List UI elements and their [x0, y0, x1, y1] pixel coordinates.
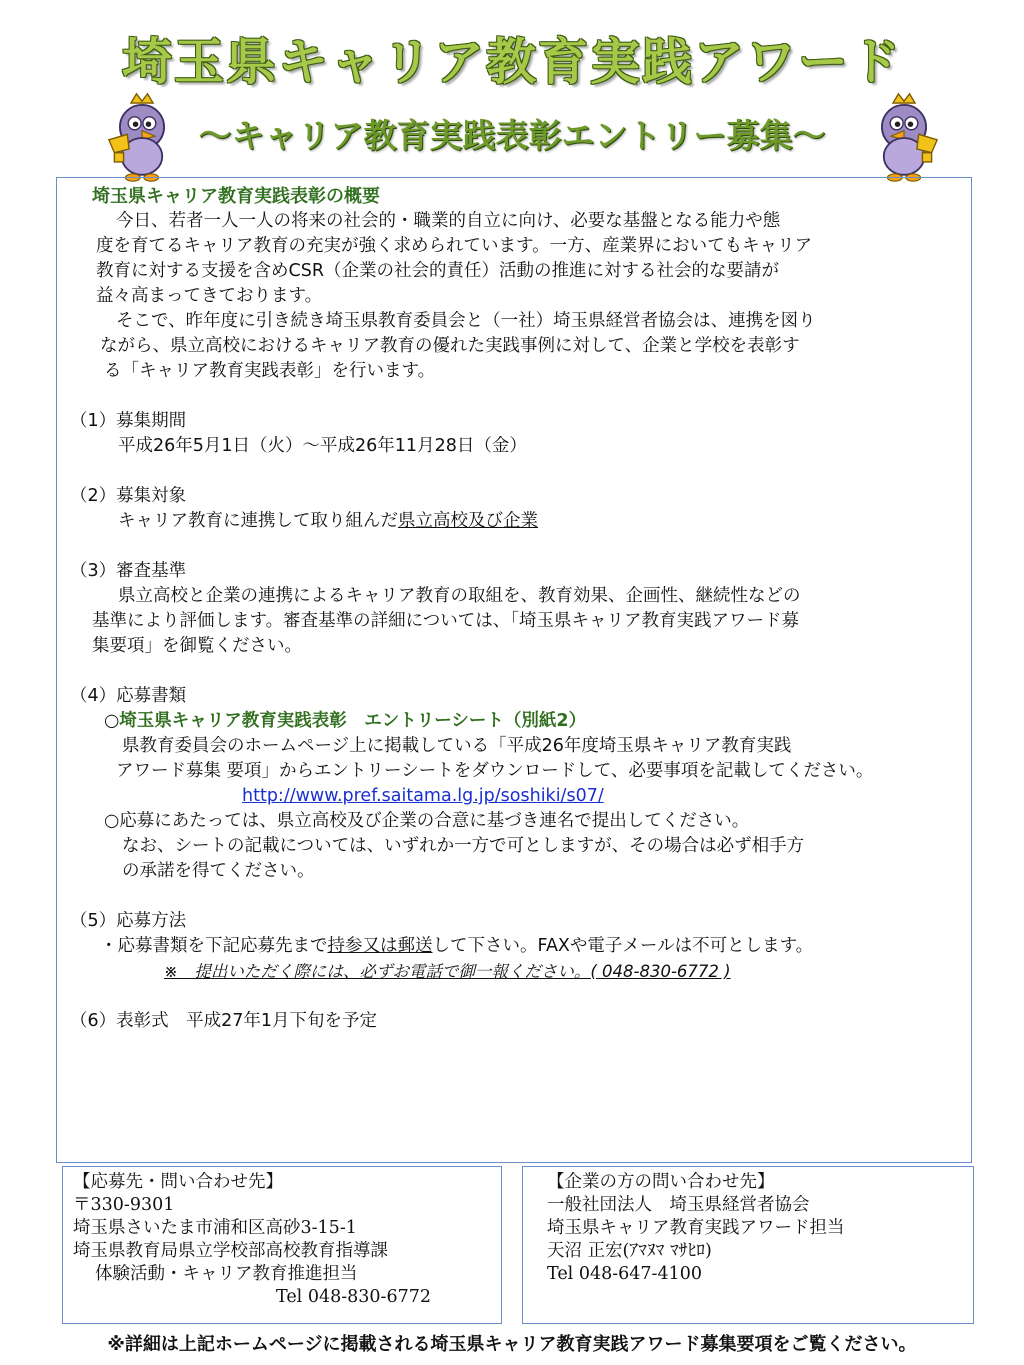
overview-content — [70, 184, 970, 1034]
contact-person: 天沼 正宏(ｱﾏﾇﾏ ﾏｻﾋﾛ) — [547, 1241, 712, 1261]
overview-heading: 埼玉県キャリア教育実践表彰の概要 — [92, 186, 380, 207]
overview-paragraph: る「キャリア教育実践表彰」を行います。 — [104, 361, 436, 381]
contact-label: 【応募先・問い合わせ先】 — [73, 1172, 283, 1192]
docs-line: アワード募集 要項」からエントリーシートをダウンロードして、必要事項を記載してください。 — [116, 761, 874, 781]
docs-joint: ○応募にあたっては、県立高校及び企業の合意に基づき連名で提出してください。 — [104, 811, 750, 831]
method-note: ※ 提出いただく際には、必ずお電話で御一報ください。( 048-830-6772 ) — [164, 962, 731, 981]
contact-box-applications — [62, 1166, 502, 1324]
period-heading: （1）募集期間 — [70, 411, 187, 431]
contact-section: 体験活動・キャリア教育推進担当 — [95, 1264, 358, 1284]
contact-tel: Tel 048-647-4100 — [547, 1264, 702, 1284]
contact-box-companies — [522, 1166, 974, 1324]
docs-url-link[interactable]: http://www.pref.saitama.lg.jp/soshiki/s07/ — [242, 786, 604, 806]
criteria-line: 県立高校と企業の連携によるキャリア教育の取組を、教育効果、企画性、継続性などの — [118, 586, 801, 606]
overview-paragraph: ながら、県立高校におけるキャリア教育の優れた実践事例に対して、企業と学校を表彰す — [100, 336, 800, 356]
overview-paragraph: 今日、若者一人一人の将来の社会的・職業的自立に向け、必要な基盤となる能力や態 — [116, 211, 781, 231]
overview-paragraph: そこで、昨年度に引き続き埼玉県教育委員会と（一社）埼玉県経営者協会は、連携を図り — [116, 311, 816, 331]
contact-address: 埼玉県さいたま市浦和区高砂3-15-1 — [73, 1218, 357, 1238]
criteria-heading: （3）審査基準 — [70, 561, 187, 581]
method-heading: （5）応募方法 — [70, 911, 187, 931]
contact-tel: Tel 048-830-6772 — [276, 1287, 431, 1307]
target-underlined: 県立高校及び企業 — [398, 511, 538, 531]
overview-paragraph: 益々高まってきております。 — [96, 286, 323, 306]
page-subtitle: ～キャリア教育実践表彰エントリー募集～ — [198, 116, 826, 155]
docs-joint-line: の承諾を得てください。 — [122, 861, 315, 881]
overview-paragraph: 度を育てるキャリア教育の充実が強く求められています。一方、産業界においてもキャリア — [96, 236, 813, 256]
docs-line: 県教育委員会のホームページ上に掲載している「平成26年度埼玉県キャリア教育実践 — [122, 736, 792, 756]
footer-note: ※詳細は上記ホームページに掲載される埼玉県キャリア教育実践アワード募集要項をご覧ください。 — [107, 1334, 917, 1355]
contact-label: 【企業の方の問い合わせ先】 — [547, 1172, 775, 1192]
period-text: 平成26年5月1日（火）～平成26年11月28日（金） — [118, 436, 527, 456]
docs-joint-line: なお、シートの記載については、いずれか一方で可としますが、その場合は必ず相手方 — [122, 836, 805, 856]
page-title: 埼玉県キャリア教育実践アワード — [122, 33, 902, 91]
docs-sheet: ○埼玉県キャリア教育実践表彰 エントリーシート（別紙2） — [104, 711, 587, 731]
criteria-line: 集要項」を御覧ください。 — [92, 636, 302, 656]
target-heading: （2）募集対象 — [70, 486, 187, 506]
ceremony-text: （6）表彰式 平成27年1月下旬を予定 — [70, 1011, 378, 1031]
overview-paragraph: 教育に対する支援を含めCSR（企業の社会的責任）活動の推進に対する社会的な要請が — [96, 261, 779, 281]
criteria-line: 基準により評価します。審査基準の詳細については、「埼玉県キャリア教育実践アワード募 — [92, 611, 799, 631]
contact-section: 埼玉県キャリア教育実践アワード担当 — [547, 1218, 845, 1238]
contact-dept: 埼玉県教育局県立学校部高校教育指導課 — [73, 1241, 388, 1261]
target-text: キャリア教育に連携して取り組んだ県立高校及び企業 — [118, 511, 538, 531]
contact-org: 一般社団法人 埼玉県経営者協会 — [547, 1195, 810, 1215]
kobaton-mascot-icon — [96, 92, 188, 184]
docs-heading: （4）応募書類 — [70, 686, 187, 706]
contact-postal: 〒330-9301 — [73, 1195, 175, 1215]
method-text: ・応募書類を下記応募先まで持参又は郵送して下さい。FAXや電子メールは不可とします。 — [100, 936, 814, 956]
kobaton-mascot-icon — [858, 92, 950, 184]
